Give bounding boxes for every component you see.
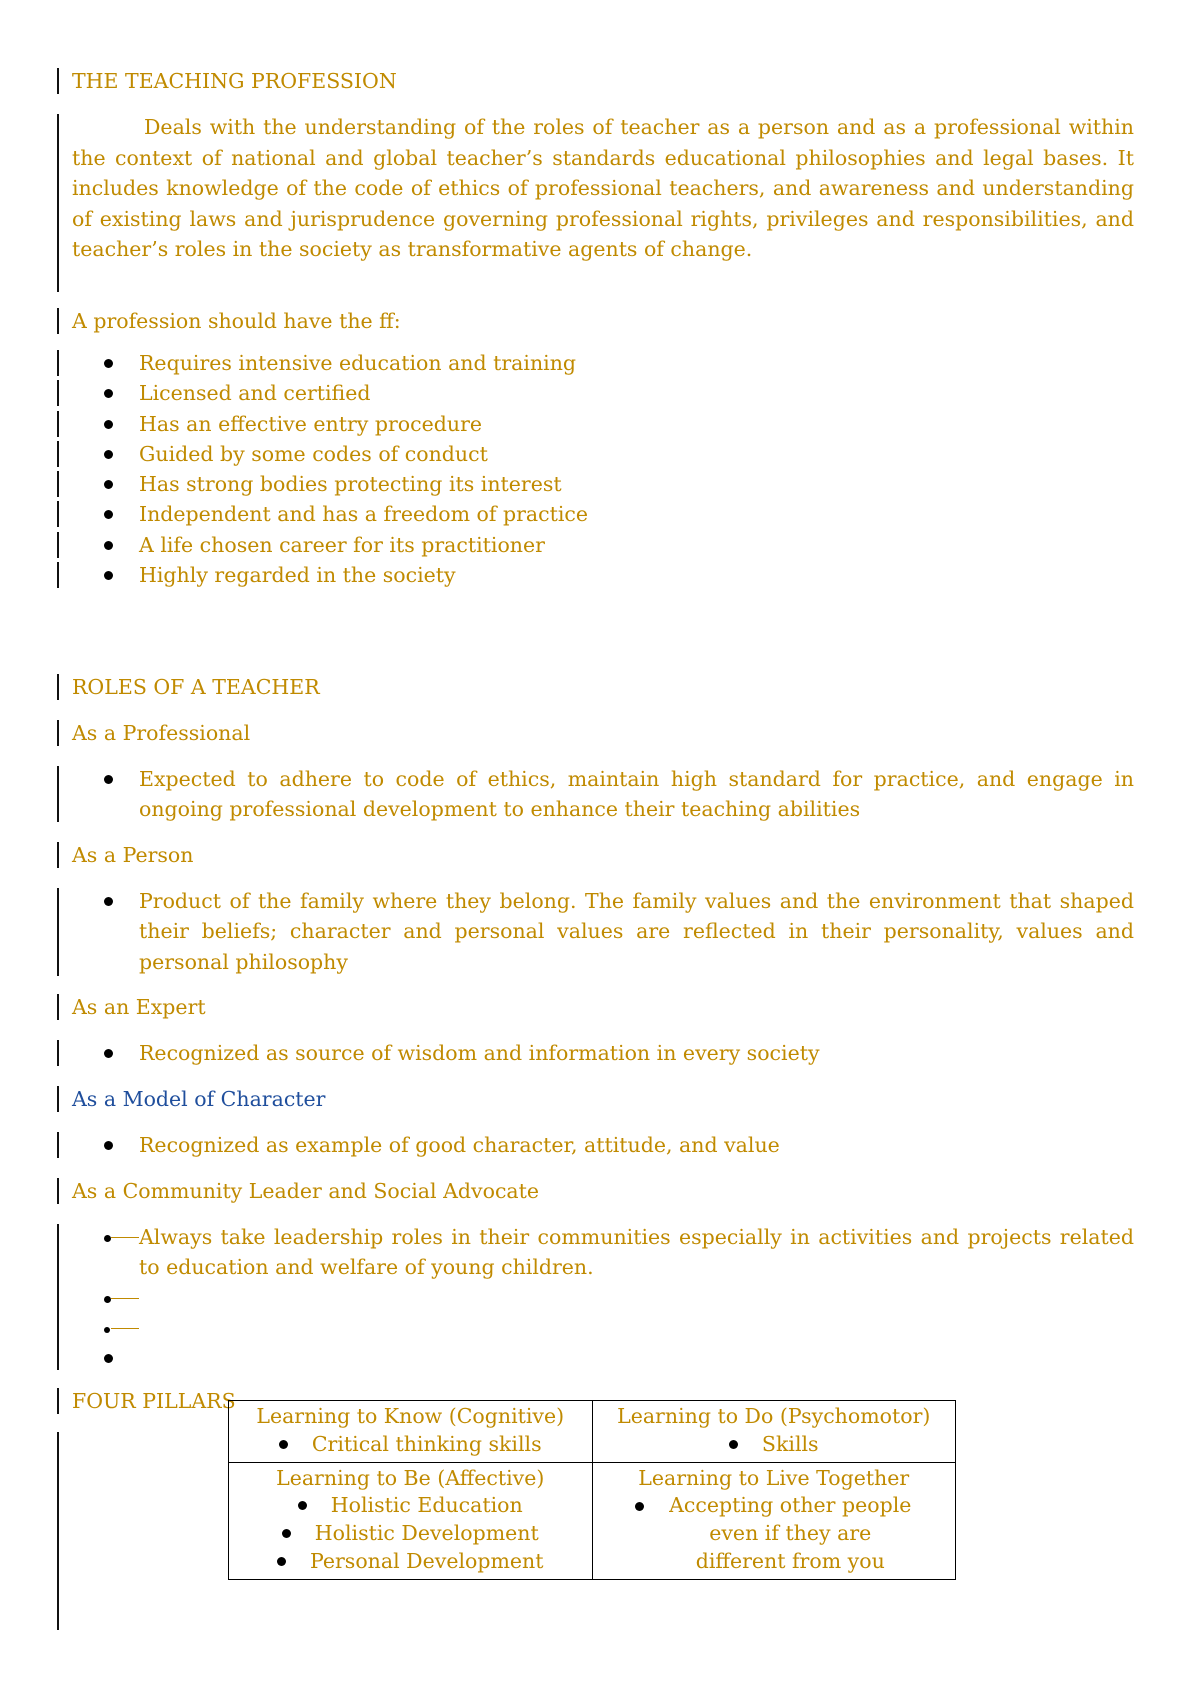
title-paragraph [72,66,1134,96]
professional-list-block [66,764,1134,825]
four-pillars-table [228,1400,956,1580]
tab-marker-icon [111,1298,139,1299]
model-heading-paragraph [72,1084,1134,1114]
leader-list [66,1222,1134,1373]
change-bar [57,532,59,558]
list-item: Always take leadership roles in their communities especially in activities and projects related to education and welfare of young children. [66,1222,1134,1283]
model-list-block [66,1130,1134,1160]
bullet-icon [104,541,113,550]
intro-paragraph [72,112,1134,265]
model-heading: As a Model of Character [72,1087,326,1111]
change-bar [57,114,59,266]
tab-marker-icon [111,1328,139,1329]
list-item: Independent and has a freedom of practice [66,499,1134,529]
change-bar [57,1040,59,1066]
document-title: THE TEACHING PROFESSION [72,69,397,93]
change-bar [57,994,59,1020]
list-item: Skills [729,1431,819,1459]
profession-list-block [66,348,1134,590]
expert-list-block [66,1038,1134,1068]
profession-list [66,348,1134,590]
person-heading-paragraph [72,840,1134,870]
change-bar [57,720,59,746]
pillar-live-cell [592,1462,956,1579]
list-item: Has an effective entry procedure [66,409,1134,439]
list-item: Guided by some codes of conduct [66,439,1134,469]
list-item [66,1343,1134,1373]
change-bar [57,501,59,527]
pillar-be-title: Learning to Be (Affective) [276,1465,545,1490]
change-bar [57,842,59,868]
bullet-icon [104,510,113,519]
change-bar [57,1132,59,1158]
bullet-icon [104,450,113,459]
change-bar [57,68,59,94]
pillar-know-cell [229,1401,593,1463]
professional-heading: As a Professional [72,721,251,745]
person-list-block [66,886,1134,977]
person-list [66,886,1134,977]
leader-list-block [66,1222,1134,1373]
bullet-icon [104,1235,111,1242]
change-bar [57,1432,59,1630]
person-heading: As a Person [72,843,194,867]
change-bar [57,1086,59,1112]
change-bar [57,308,59,334]
bullet-icon [279,1440,288,1449]
list-item: Personal Development [277,1548,543,1576]
bullet-icon [104,420,113,429]
bullet-icon [635,1502,644,1511]
pillars-heading: FOUR PILLARS [72,1389,236,1413]
roles-heading-paragraph [72,672,1134,702]
pillar-know-title: Learning to Know (Cognitive) [256,1404,565,1428]
bullet-icon [104,389,113,398]
change-bar [57,441,59,467]
change-bar [57,471,59,497]
bullet-icon [104,571,113,580]
bullet-icon [104,1049,113,1058]
list-item: Has strong bodies protecting its interest [66,469,1134,499]
list-item: Accepting other people even if they are different from you [597,1492,952,1575]
change-bar [57,350,59,376]
bullet-icon [104,775,113,784]
change-bar [57,264,59,292]
change-bar [57,562,59,588]
professional-list [66,764,1134,825]
pillar-do-cell [592,1401,956,1463]
leader-heading-paragraph [72,1176,1134,1206]
bullet-icon [104,480,113,489]
list-item: Recognized as example of good character, attitude, and value [66,1130,1134,1160]
model-list [66,1130,1134,1160]
change-bar [57,1178,59,1204]
list-item: Holistic Development [282,1520,539,1548]
bullet-icon [104,1141,113,1150]
bullet-icon [104,359,113,368]
pillar-be-cell [229,1462,593,1579]
list-item: Holistic Education [298,1492,523,1520]
change-bar [57,1224,59,1370]
list-item: Expected to adhere to code of ethics, maintain high standard for practice, and engage in ongoing professional development to enhance their teaching abilities [66,764,1134,825]
bullet-icon [104,1354,113,1363]
bullet-icon [104,1327,110,1333]
pillar-do-title: Learning to Do (Psychomotor) [617,1404,931,1428]
bullet-icon [277,1557,286,1566]
table-row [229,1462,956,1579]
bullet-icon [729,1440,738,1449]
profession-heading-paragraph [72,306,1134,336]
expert-heading-paragraph [72,992,1134,1022]
bullet-icon [282,1529,291,1538]
roles-heading: ROLES OF A TEACHER [72,675,320,699]
intro-text: Deals with the understanding of the roles of teacher as a person and as a professional within the context of national and global teacher’s standards educational philosophies and legal bases. It includes knowledge of the code of ethics of professional teachers, and awareness and understanding of existing laws and jurisprudence governing professional rights, privileges and responsibilities, and teacher’s roles in the society as transformative agents of change. [72,115,1134,262]
tab-marker-icon [111,1237,139,1238]
expert-list [66,1038,1134,1068]
table-row [229,1401,956,1463]
list-item: A life chosen career for its practitioner [66,530,1134,560]
list-item: Highly regarded in the society [66,560,1134,590]
change-bar [57,380,59,406]
expert-heading: As an Expert [72,995,206,1019]
list-item: Licensed and certified [66,378,1134,408]
list-item: Recognized as source of wisdom and information in every society [66,1038,1134,1068]
pillar-live-title: Learning to Live Together [638,1465,910,1490]
change-bar [57,674,59,700]
list-item: Critical thinking skills [279,1431,542,1459]
bullet-icon [104,897,113,906]
change-bar [57,411,59,437]
change-bar [57,888,59,976]
list-item [66,1313,1134,1343]
professional-heading-paragraph [72,718,1134,748]
list-item: Product of the family where they belong. The family values and the environment that shaped their beliefs; character and personal values are reflected in their personality, values and personal philosophy [66,886,1134,977]
bullet-icon [104,1296,111,1303]
list-item [66,1283,1134,1313]
leader-heading: As a Community Leader and Social Advocate [72,1179,540,1203]
change-bar [57,1388,59,1414]
profession-heading: A profession should have the ff: [72,309,401,333]
list-item: Requires intensive education and training [66,348,1134,378]
change-bar [57,766,59,822]
bullet-icon [298,1501,307,1510]
